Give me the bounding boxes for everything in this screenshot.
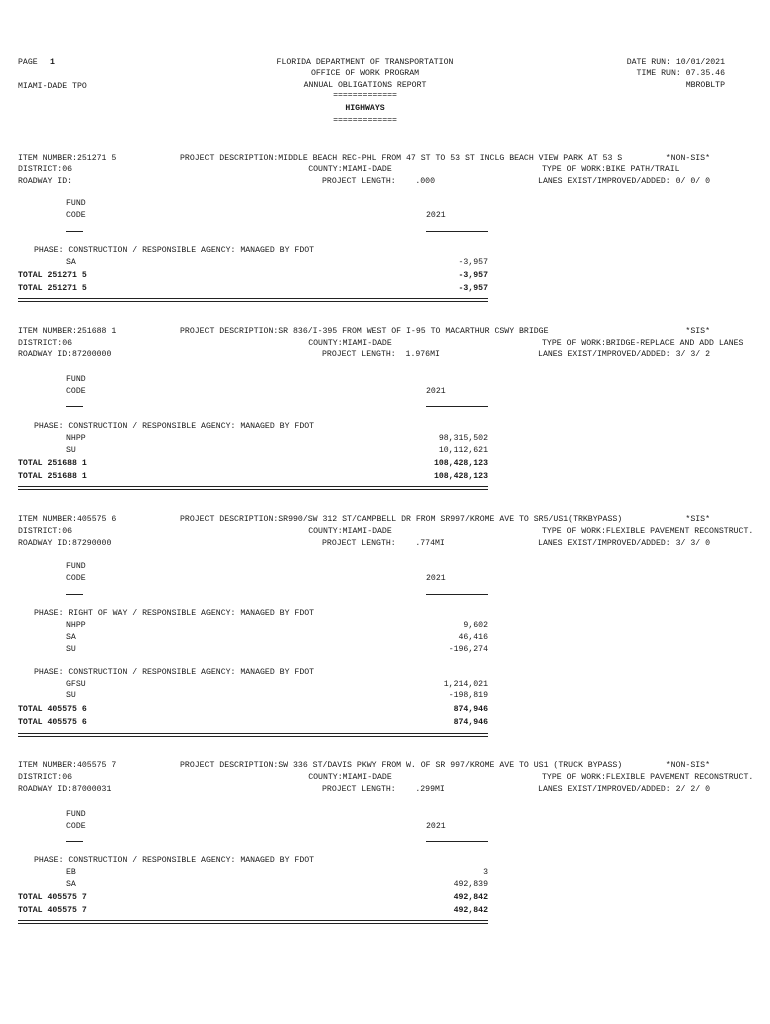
fund-amount: 3 (483, 868, 488, 877)
code-underline (66, 231, 83, 232)
project-length: PROJECT LENGTH: .774MI (322, 539, 445, 548)
item-total-label: TOTAL 405575 6 (18, 705, 87, 714)
item-total-amount: 108,428,123 (433, 459, 488, 468)
type-of-work: TYPE OF WORK:FLEXIBLE PAVEMENT RECONSTRUCT. (542, 773, 754, 782)
rule-bottom: ============= (333, 116, 397, 125)
year-underline (426, 231, 488, 232)
fund-amount: 492,839 (453, 880, 488, 889)
project-description: PROJECT DESCRIPTION:MIDDLE BEACH REC-PHL FROM 47 ST TO 53 ST INCLG BEACH VIEW PARK AT 53 S (180, 154, 623, 163)
year-header: 2021 (426, 574, 446, 583)
county: COUNTY:MIAMI-DADE (308, 527, 392, 536)
phase-label: PHASE: CONSTRUCTION / RESPONSIBLE AGENCY: MANAGED BY FDOT (34, 668, 315, 677)
project-description: PROJECT DESCRIPTION:SR 836/I-395 FROM WEST OF I-95 TO MACARTHUR CSWY BRIDGE (180, 327, 549, 336)
item-total-amount: 108,428,123 (433, 472, 488, 481)
year-header: 2021 (426, 211, 446, 220)
phase-label: PHASE: CONSTRUCTION / RESPONSIBLE AGENCY: MANAGED BY FDOT (34, 422, 315, 431)
fund-header: FUND (66, 810, 86, 819)
page-label: PAGE (18, 58, 38, 67)
item-number: ITEM NUMBER:251271 5 (18, 154, 117, 163)
fund-code: GFSU (66, 680, 86, 689)
fund-code: SA (66, 633, 76, 642)
item-separator (18, 733, 488, 737)
fund-amount: 1,214,021 (443, 680, 488, 689)
item-total-label: TOTAL 251271 5 (18, 271, 87, 280)
item-total-amount: 492,842 (453, 893, 488, 902)
fund-code: SU (66, 691, 76, 700)
type-of-work: TYPE OF WORK:BIKE PATH/TRAIL (542, 165, 680, 174)
fund-amount: -196,274 (448, 645, 488, 654)
item-separator (18, 486, 488, 490)
code-header: CODE (66, 822, 86, 831)
item-number: ITEM NUMBER:405575 7 (18, 761, 117, 770)
date-run: DATE RUN: 10/01/2021 (626, 58, 725, 67)
item-separator (18, 298, 488, 302)
fund-code: NHPP (66, 621, 86, 630)
code-underline (66, 594, 83, 595)
fund-code: NHPP (66, 434, 86, 443)
project-length: PROJECT LENGTH: .000 (322, 177, 436, 186)
lanes: LANES EXIST/IMPROVED/ADDED: 3/ 3/ 0 (538, 539, 710, 548)
item-total-label: TOTAL 251688 1 (18, 472, 87, 481)
district: DISTRICT:06 (18, 773, 73, 782)
fund-amount: -198,819 (448, 691, 488, 700)
item-total-amount: 874,946 (453, 718, 488, 727)
project-description: PROJECT DESCRIPTION:SR990/SW 312 ST/CAMPBELL DR FROM SR997/KROME AVE TO SR5/US1(TRKBYPASS) (180, 515, 623, 524)
district: DISTRICT:06 (18, 339, 73, 348)
item-total-amount: 492,842 (453, 906, 488, 915)
project-length: PROJECT LENGTH: 1.976MI (322, 350, 440, 359)
fund-code: SU (66, 645, 76, 654)
item-separator (18, 920, 488, 924)
roadway-id: ROADWAY ID:87000031 (18, 785, 112, 794)
phase-label: PHASE: RIGHT OF WAY / RESPONSIBLE AGENCY: MANAGED BY FDOT (34, 609, 315, 618)
report-id: MBROBLTP (685, 81, 725, 90)
agency-title: FLORIDA DEPARTMENT OF TRANSPORTATION (276, 58, 454, 67)
phase-label: PHASE: CONSTRUCTION / RESPONSIBLE AGENCY: MANAGED BY FDOT (34, 856, 315, 865)
county: COUNTY:MIAMI-DADE (308, 773, 392, 782)
code-header: CODE (66, 574, 86, 583)
fund-header: FUND (66, 199, 86, 208)
lanes: LANES EXIST/IMPROVED/ADDED: 0/ 0/ 0 (538, 177, 710, 186)
section-title: HIGHWAYS (345, 104, 385, 113)
rule-top: ============= (333, 91, 397, 100)
roadway-id: ROADWAY ID:87200000 (18, 350, 112, 359)
county: COUNTY:MIAMI-DADE (308, 339, 392, 348)
item-total-label: TOTAL 251688 1 (18, 459, 87, 468)
time-run: TIME RUN: 07.35.46 (636, 69, 725, 78)
office-title: OFFICE OF WORK PROGRAM (310, 69, 420, 78)
item-total-amount: -3,957 (458, 271, 488, 280)
fund-amount: 98,315,502 (438, 434, 488, 443)
item-number: ITEM NUMBER:251688 1 (18, 327, 117, 336)
item-number: ITEM NUMBER:405575 6 (18, 515, 117, 524)
code-header: CODE (66, 387, 86, 396)
item-total-label: TOTAL 405575 7 (18, 893, 87, 902)
year-header: 2021 (426, 822, 446, 831)
item-total-label: TOTAL 405575 7 (18, 906, 87, 915)
code-header: CODE (66, 211, 86, 220)
year-header: 2021 (426, 387, 446, 396)
fund-amount: 10,112,621 (438, 446, 488, 455)
item-total-label: TOTAL 251271 5 (18, 284, 87, 293)
fund-amount: 46,416 (458, 633, 488, 642)
year-underline (426, 594, 488, 595)
fund-code: SA (66, 258, 76, 267)
year-underline (426, 406, 488, 407)
county: COUNTY:MIAMI-DADE (308, 165, 392, 174)
page-number: 1 (50, 58, 55, 67)
fund-code: SU (66, 446, 76, 455)
project-length: PROJECT LENGTH: .299MI (322, 785, 445, 794)
fund-amount: -3,957 (458, 258, 488, 267)
fund-header: FUND (66, 375, 86, 384)
fund-header: FUND (66, 562, 86, 571)
sis-flag: *NON-SIS* (665, 761, 710, 770)
lanes: LANES EXIST/IMPROVED/ADDED: 2/ 2/ 0 (538, 785, 710, 794)
lanes: LANES EXIST/IMPROVED/ADDED: 3/ 3/ 2 (538, 350, 710, 359)
district: DISTRICT:06 (18, 165, 73, 174)
fund-code: SA (66, 880, 76, 889)
code-underline (66, 841, 83, 842)
sis-flag: *SIS* (685, 515, 710, 524)
sis-flag: *SIS* (685, 327, 710, 336)
year-underline (426, 841, 488, 842)
type-of-work: TYPE OF WORK:FLEXIBLE PAVEMENT RECONSTRUCT. (542, 527, 754, 536)
item-total-amount: -3,957 (458, 284, 488, 293)
sis-flag: *NON-SIS* (665, 154, 710, 163)
roadway-id: ROADWAY ID:87290000 (18, 539, 112, 548)
phase-label: PHASE: CONSTRUCTION / RESPONSIBLE AGENCY: MANAGED BY FDOT (34, 246, 315, 255)
roadway-id: ROADWAY ID: (18, 177, 73, 186)
item-total-amount: 874,946 (453, 705, 488, 714)
item-total-label: TOTAL 405575 6 (18, 718, 87, 727)
type-of-work: TYPE OF WORK:BRIDGE-REPLACE AND ADD LANES (542, 339, 744, 348)
tpo-name: MIAMI-DADE TPO (18, 82, 87, 91)
fund-amount: 9,602 (463, 621, 488, 630)
district: DISTRICT:06 (18, 527, 73, 536)
project-description: PROJECT DESCRIPTION:SW 336 ST/DAVIS PKWY FROM W. OF SR 997/KROME AVE TO US1 (TRUCK BYPASS) (180, 761, 623, 770)
fund-code: EB (66, 868, 76, 877)
report-title: ANNUAL OBLIGATIONS REPORT (303, 81, 427, 90)
code-underline (66, 406, 83, 407)
